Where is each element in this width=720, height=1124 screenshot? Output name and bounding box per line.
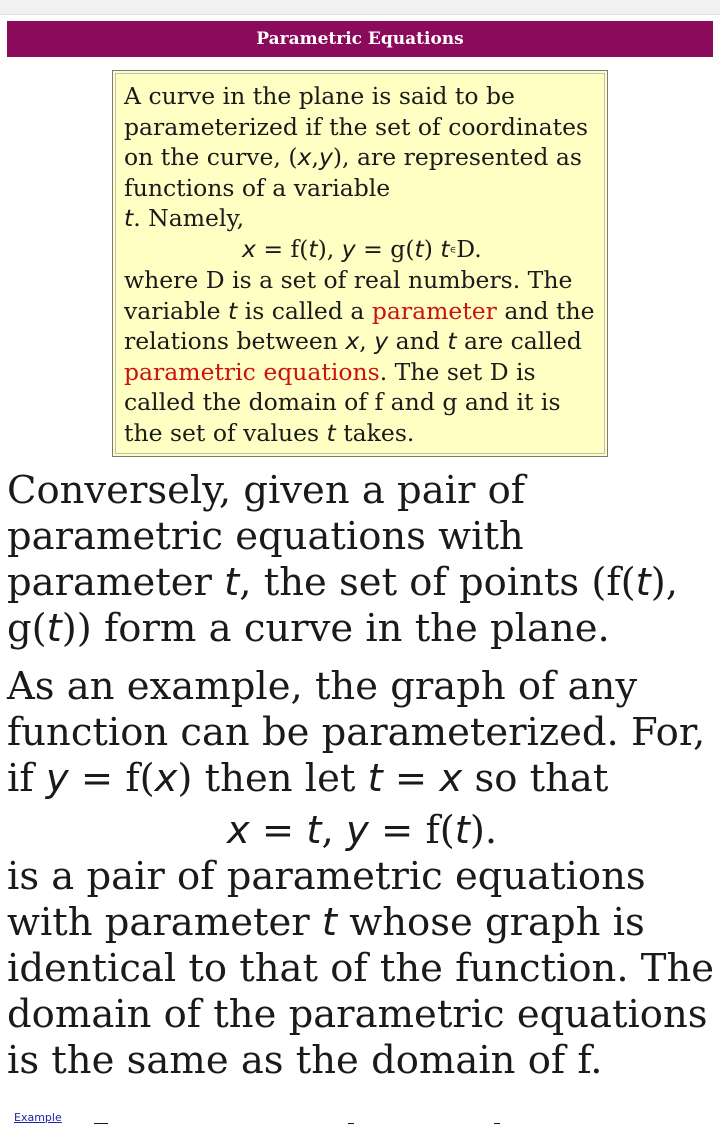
parametric-equation-definition: x = f(t), y = g(t) t∈D. (242, 234, 482, 263)
definition-explanation: where D is a set of real numbers. The variable t is called a parameter and the relations between x, y and t are called parametric equations. The set D is called the domain of f and g and it is the set of values t takes. (124, 266, 595, 447)
main-content (7, 468, 717, 1084)
page-title: Parametric Equations (256, 29, 464, 49)
clipped-next-line (90, 1112, 710, 1124)
page-title-bar (7, 21, 713, 57)
paragraph-example: As an example, the graph of any function can be parameterized. For, if y = f(x) then let t = x so that (7, 664, 706, 801)
paragraph-conclusion: is a pair of parametric equations with parameter t whose graph is identical to that of the function. The domain of the parametric equations is the same as the domain of f. (7, 854, 715, 1083)
browser-top-strip (0, 0, 720, 15)
definition-box (112, 70, 608, 457)
term-parametric-equations: parametric equations (124, 357, 380, 386)
term-parameter: parameter (371, 296, 497, 325)
definition-text: A curve in the plane is said to be parameterized if the set of coordinates on the curve, (x,y), are represented as functions of a variable t. Namely, (124, 82, 589, 232)
example-link[interactable]: Example (14, 1111, 62, 1124)
example-equation: x = t, y = f(t). (226, 808, 498, 853)
paragraph-conversely: Conversely, given a pair of parametric equations with parameter t, the set of points (f(t), g(t)) form a curve in the plane. (7, 468, 679, 651)
